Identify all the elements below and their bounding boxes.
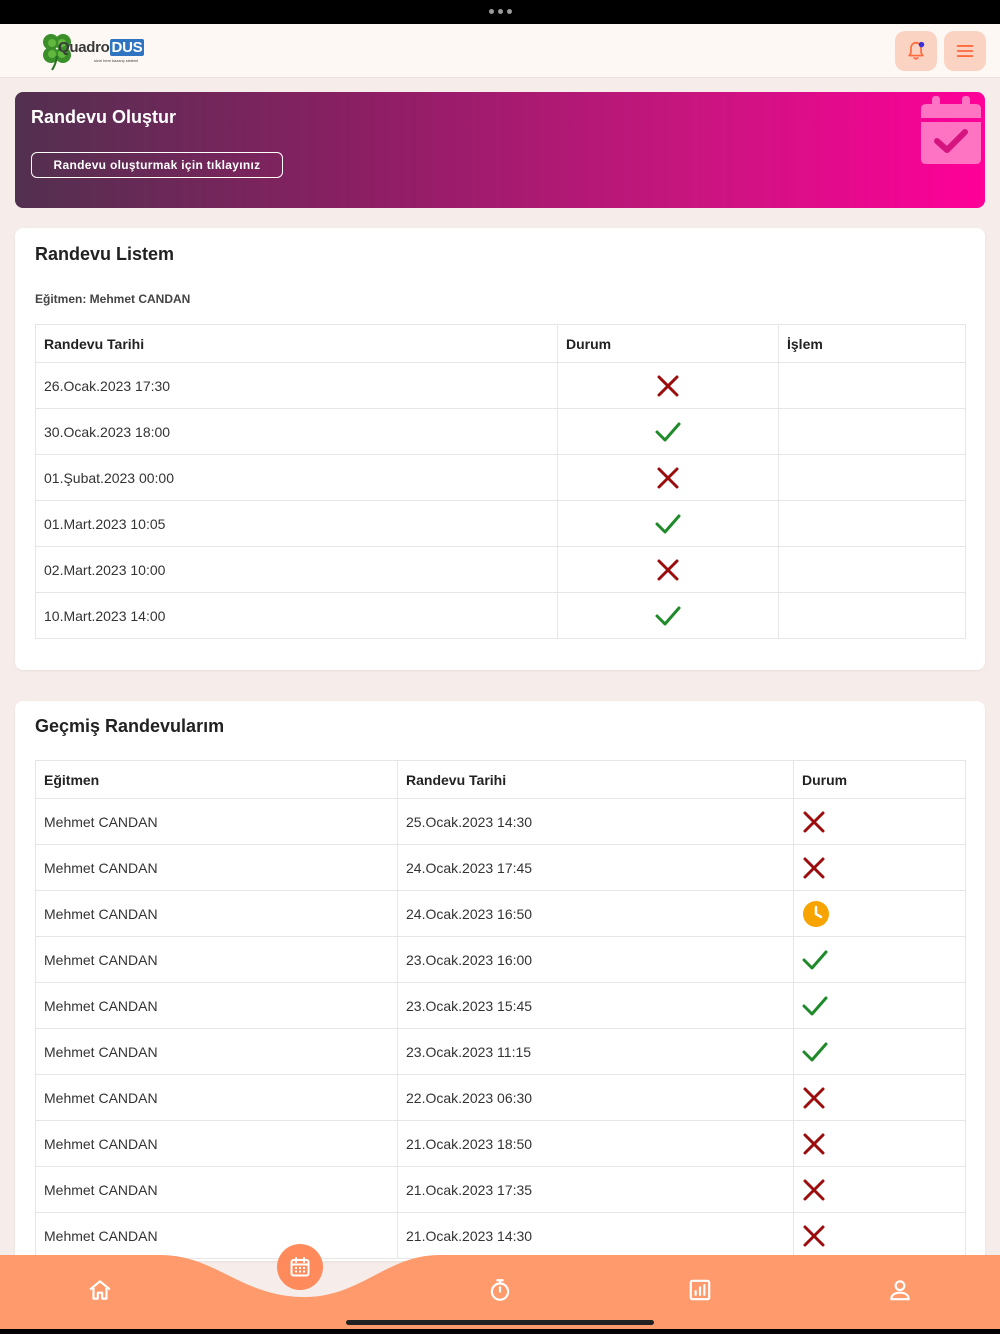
appointment-date: 26.Ocak.2023 17:30 [36,363,558,409]
past-instructor: Mehmet CANDAN [36,1075,398,1121]
past-appointments-title: Geçmiş Randevularım [35,716,225,736]
stopwatch-icon [487,1277,513,1303]
appointment-action [779,593,966,639]
past-date: 24.Ocak.2023 17:45 [398,845,794,891]
past-date: 23.Ocak.2023 15:45 [398,983,794,1029]
past-instructor: Mehmet CANDAN [36,845,398,891]
column-header-date: Randevu Tarihi [398,761,794,799]
notifications-button[interactable] [895,31,937,71]
nav-profile[interactable] [875,1265,925,1315]
past-date: 21.Ocak.2023 18:50 [398,1121,794,1167]
appointment-action [779,455,966,501]
table-row [36,363,966,409]
table-row [36,1121,966,1167]
home-indicator[interactable] [346,1320,654,1325]
x-mark-icon [802,810,826,834]
hamburger-menu-icon [954,40,976,62]
bell-icon [905,40,927,62]
past-appointments-card [15,701,985,1261]
past-status [794,983,966,1029]
appointment-action [779,409,966,455]
past-instructor: Mehmet CANDAN [36,799,398,845]
table-row [36,409,966,455]
past-date: 23.Ocak.2023 16:00 [398,937,794,983]
table-row [36,799,966,845]
calendar-check-icon [920,96,982,166]
create-appointment-banner [15,92,985,208]
past-status [794,799,966,845]
past-status [794,1167,966,1213]
x-mark-icon [656,558,680,582]
appointment-date: 01.Şubat.2023 00:00 [36,455,558,501]
banner-title: Randevu Oluştur [31,107,177,127]
appointment-date: 10.Mart.2023 14:00 [36,593,558,639]
column-header-date: Randevu Tarihi [36,325,558,363]
past-status [794,1121,966,1167]
past-status [794,937,966,983]
home-icon [87,1277,113,1303]
table-row [36,1075,966,1121]
table-row [36,455,966,501]
appointment-date: 30.Ocak.2023 18:00 [36,409,558,455]
past-instructor: Mehmet CANDAN [36,891,398,937]
appointment-status [558,409,779,455]
check-mark-icon [655,513,681,535]
appointment-status [558,363,779,409]
column-header-action: İşlem [779,325,966,363]
past-date: 21.Ocak.2023 14:30 [398,1213,794,1259]
x-mark-icon [802,1132,826,1156]
past-status [794,1075,966,1121]
table-row [36,891,966,937]
table-row [36,593,966,639]
appointment-date: 01.Mart.2023 10:05 [36,501,558,547]
table-row [36,845,966,891]
nav-statistics[interactable] [675,1265,725,1315]
past-date: 22.Ocak.2023 06:30 [398,1075,794,1121]
past-instructor: Mehmet CANDAN [36,1121,398,1167]
past-date: 25.Ocak.2023 14:30 [398,799,794,845]
status-bar [0,0,1000,24]
check-mark-icon [655,421,681,443]
column-header-instructor: Eğitmen [36,761,398,799]
past-date: 21.Ocak.2023 17:35 [398,1167,794,1213]
table-row [36,501,966,547]
appointment-date: 02.Mart.2023 10:00 [36,547,558,593]
check-mark-icon [802,949,828,971]
past-date: 23.Ocak.2023 11:15 [398,1029,794,1075]
create-appointment-button[interactable]: Randevu oluşturmak için tıklayınız [31,152,283,178]
past-instructor: Mehmet CANDAN [36,983,398,1029]
x-mark-icon [802,856,826,880]
x-mark-icon [656,374,680,398]
chart-icon [687,1277,713,1303]
table-row [36,1213,966,1259]
table-row [36,1167,966,1213]
appointment-status [558,593,779,639]
appointment-list-title: Randevu Listem [35,244,175,264]
check-mark-icon [655,605,681,627]
past-instructor: Mehmet CANDAN [36,1167,398,1213]
app-logo[interactable] [38,30,163,72]
past-instructor: Mehmet CANDAN [36,937,398,983]
past-status [794,1213,966,1259]
x-mark-icon [656,466,680,490]
appointment-status [558,547,779,593]
table-row [36,547,966,593]
logo-tagline: sizin hem kazanç sistemi [94,58,139,63]
appointment-status [558,455,779,501]
check-mark-icon [802,995,828,1017]
appointment-action [779,501,966,547]
nav-stopwatch[interactable] [475,1265,525,1315]
past-appointments-table [35,760,966,1259]
appointment-action [779,363,966,409]
instructor-label: Eğitmen: Mehmet CANDAN [35,292,191,306]
calendar-icon [288,1255,312,1279]
menu-button[interactable] [944,31,986,71]
table-header-row [36,761,966,799]
logo-text: Quadro DUS [58,39,143,56]
past-status [794,891,966,937]
appointment-list-card [15,228,985,670]
column-header-status: Durum [794,761,966,799]
past-date: 24.Ocak.2023 16:50 [398,891,794,937]
column-header-status: Durum [558,325,779,363]
past-instructor: Mehmet CANDAN [36,1029,398,1075]
table-row [36,937,966,983]
check-mark-icon [802,1041,828,1063]
table-row [36,1029,966,1075]
past-status [794,1029,966,1075]
multitasking-dots[interactable] [489,9,512,14]
x-mark-icon [802,1086,826,1110]
nav-home[interactable] [75,1265,125,1315]
appointment-action [779,547,966,593]
x-mark-icon [802,1178,826,1202]
past-instructor: Mehmet CANDAN [36,1213,398,1259]
app-header [0,24,1000,78]
nav-calendar-active[interactable] [277,1244,323,1290]
x-mark-icon [802,1224,826,1248]
appointment-status [558,501,779,547]
table-header-row [36,325,966,363]
screen-bottom-edge [0,1329,1000,1334]
user-icon [887,1277,913,1303]
past-status [794,845,966,891]
table-row [36,983,966,1029]
clock-icon [802,900,830,928]
appointment-table [35,324,966,639]
